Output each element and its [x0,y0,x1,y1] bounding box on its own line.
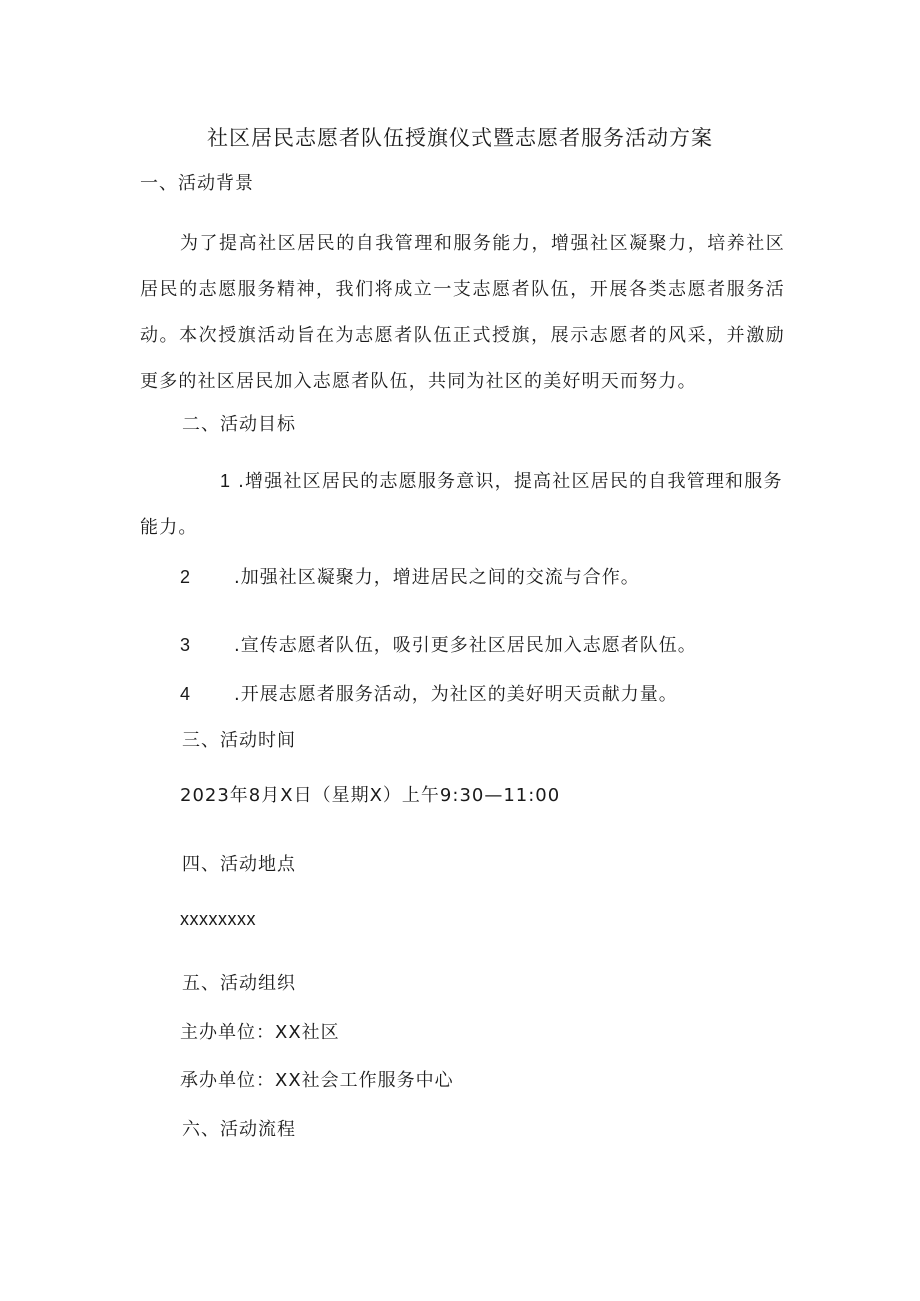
section-heading-location: 四、活动地点 [182,854,296,875]
goal-number-3: 3 [180,635,192,655]
goal-number-2: 2 [180,567,192,587]
section-heading-time: 三、活动时间 [182,730,296,751]
goal-item-4 [180,682,678,707]
goal-number-1: 1 [220,471,232,491]
section-heading-process: 六、活动流程 [182,1119,296,1140]
goal-text-2: .加强社区凝聚力，增进居民之间的交流与合作。 [234,567,640,588]
background-paragraph: 为了提高社区居民的自我管理和服务能力，增强社区凝聚力，培养社区居民的志愿服务精神，我们将成立一支志愿者队伍，开展各类志愿者服务活动。本次授旗活动旨在为志愿者队伍正式授旗，展示志愿者的风采，并激励更多的社区居民加入志愿者队伍，共同为社区的美好明天而努力。 [140,233,785,392]
goal-item-2 [180,565,640,590]
section-heading-goals: 二、活动目标 [182,414,296,435]
section-heading-background: 一、活动背景 [140,173,254,194]
host-unit: 主办单位：XX社区 [180,1022,340,1043]
goal-number-4: 4 [180,684,192,704]
goal-item-3 [180,633,697,658]
section-heading-organization: 五、活动组织 [182,973,296,994]
goal-text-4: .开展志愿者服务活动，为社区的美好明天贡献力量。 [234,684,678,705]
document-title: 社区居民志愿者队伍授旗仪式暨志愿者服务活动方案 [207,126,713,150]
goal-text-3: .宣传志愿者队伍，吸引更多社区居民加入志愿者队伍。 [234,635,697,656]
goal-text-1: .增强社区居民的志愿服务意识，提高社区居民的自我管理和服务能力。 [140,471,783,538]
activity-location-value: xxxxxxxx [180,909,256,929]
activity-time-value: 2023年8月X日（星期X）上午9:30—11:00 [180,785,561,806]
organizer-unit: 承办单位：XX社会工作服务中心 [180,1070,454,1091]
goal-item-1 [140,458,785,551]
